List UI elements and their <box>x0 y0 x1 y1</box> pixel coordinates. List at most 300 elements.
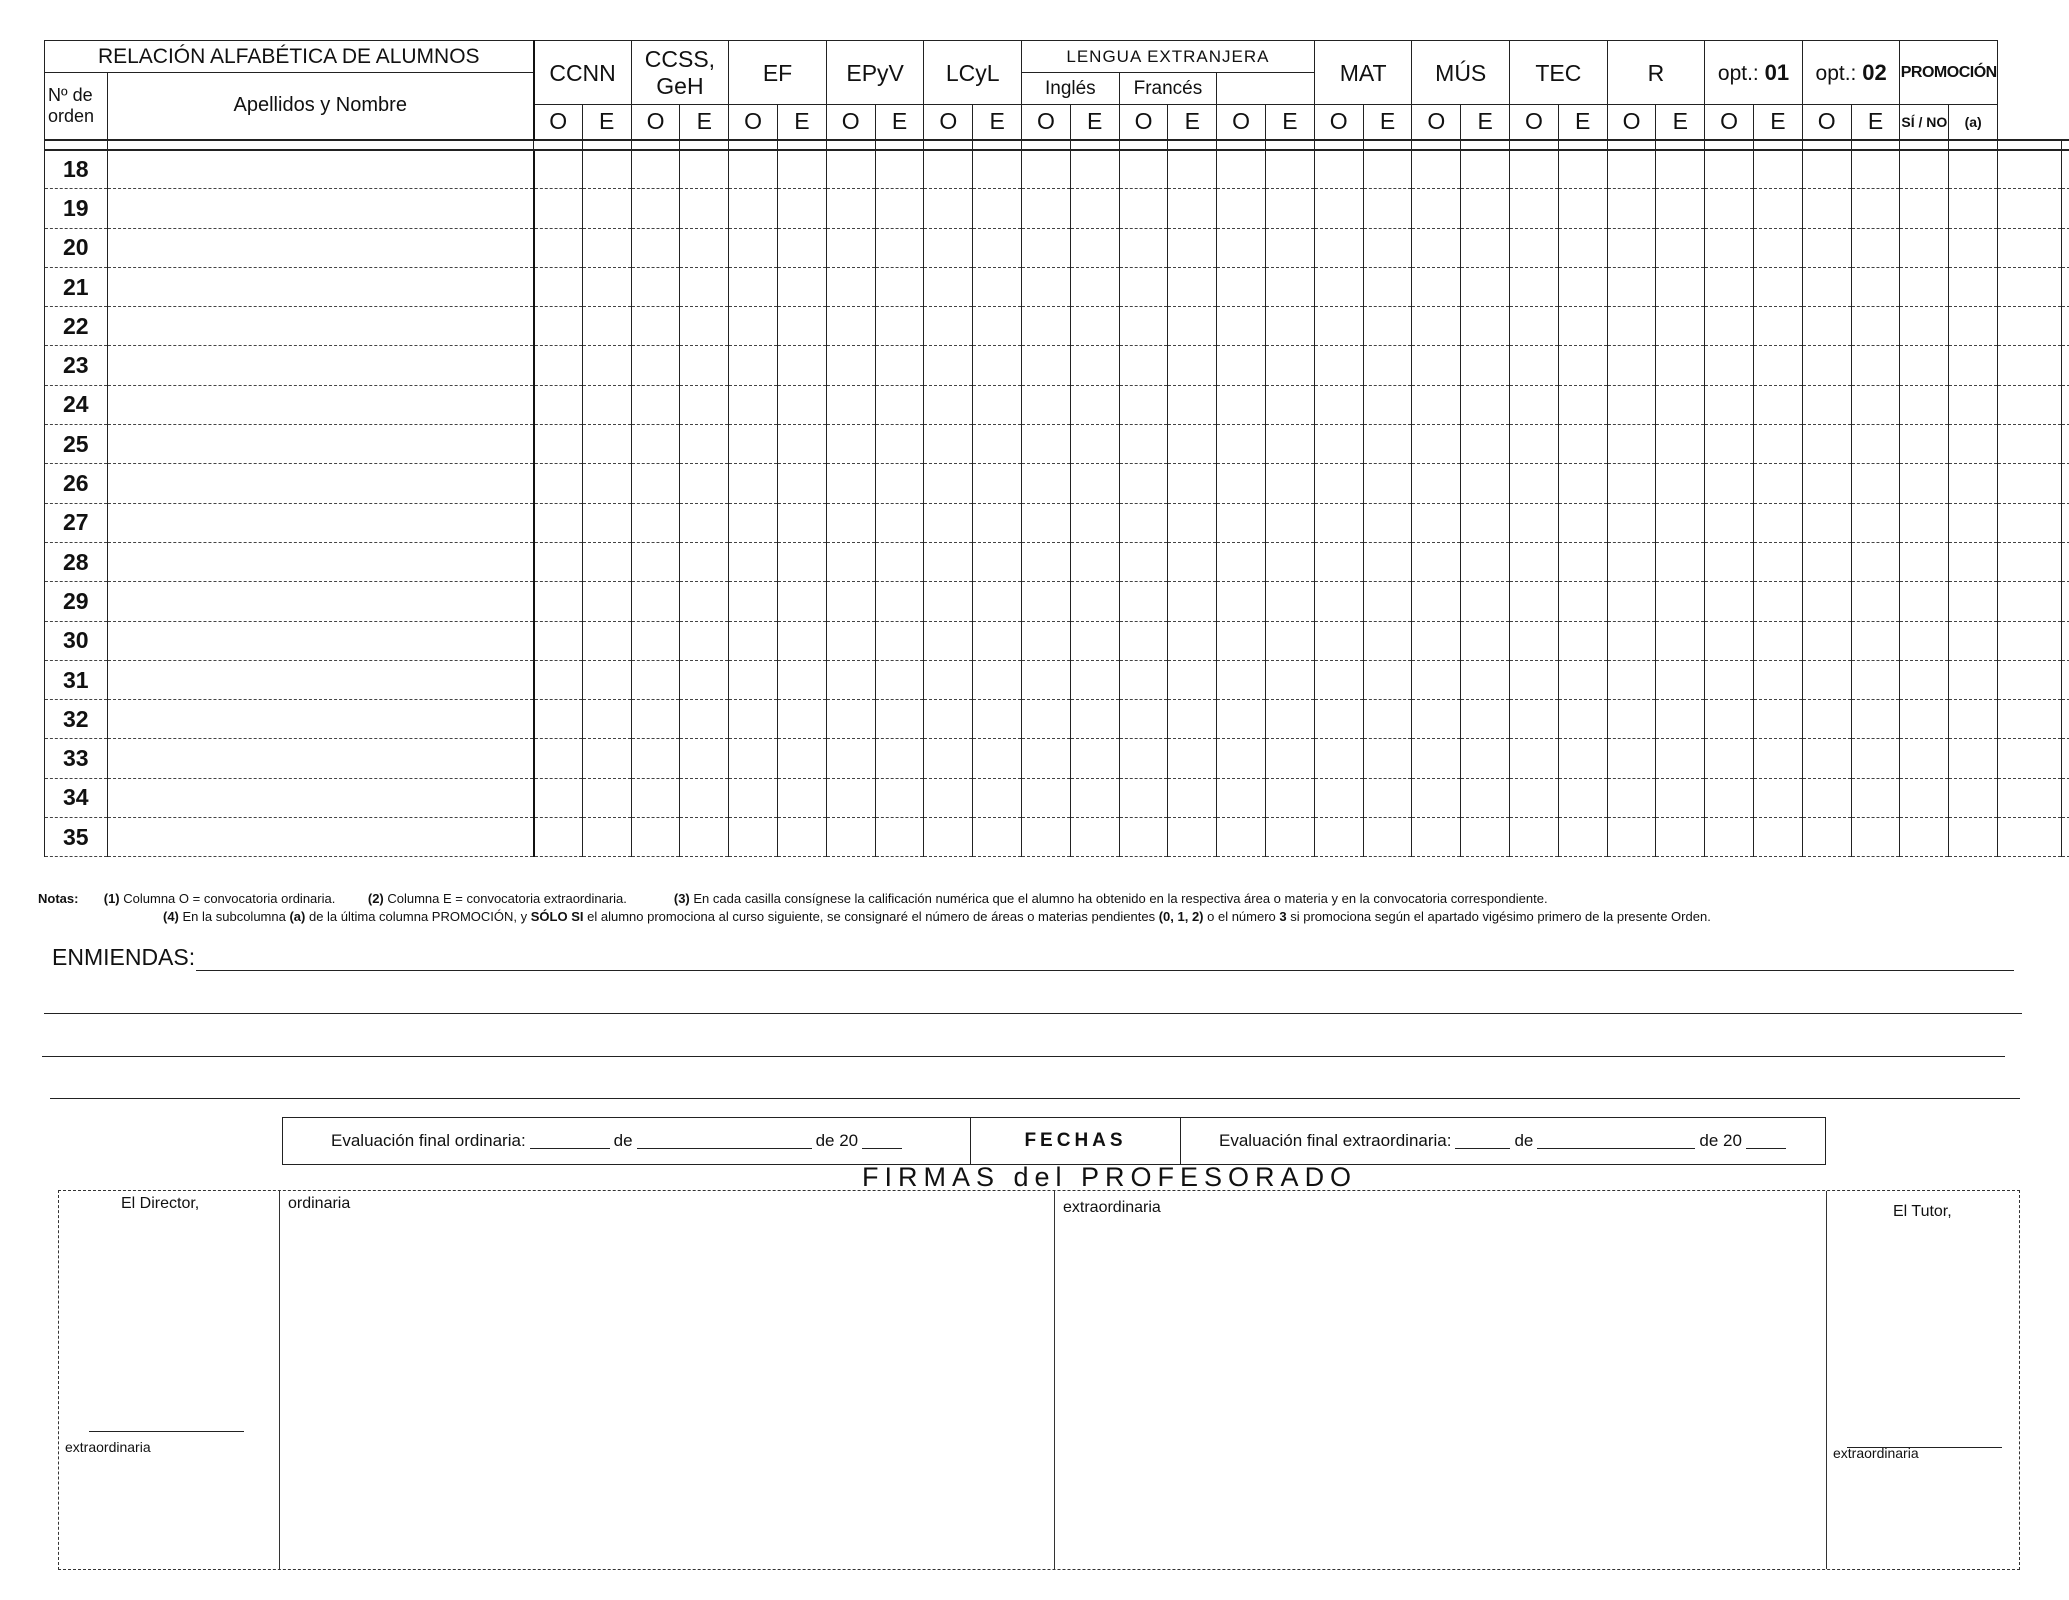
grade-cell[interactable] <box>1900 464 1949 503</box>
grade-cell[interactable] <box>1802 385 1851 424</box>
promotion-cell[interactable] <box>1998 307 2062 346</box>
grade-cell[interactable] <box>1705 346 1754 385</box>
grade-cell[interactable] <box>1070 228 1119 267</box>
grade-cell[interactable] <box>582 425 631 464</box>
grade-cell[interactable] <box>1070 700 1119 739</box>
grade-cell[interactable] <box>1168 307 1217 346</box>
grade-cell[interactable] <box>1656 621 1705 660</box>
grade-cell[interactable] <box>631 700 680 739</box>
promotion-cell[interactable] <box>1998 778 2062 817</box>
student-name-cell[interactable] <box>108 150 534 189</box>
grade-cell[interactable] <box>1754 307 1803 346</box>
grade-cell[interactable] <box>1558 464 1607 503</box>
grade-cell[interactable] <box>1656 307 1705 346</box>
pending-cell[interactable] <box>2062 464 2069 503</box>
grade-cell[interactable] <box>1168 464 1217 503</box>
grade-cell[interactable] <box>1119 425 1168 464</box>
grade-cell[interactable] <box>1266 464 1315 503</box>
grade-cell[interactable] <box>924 150 973 189</box>
grade-cell[interactable] <box>875 582 924 621</box>
grade-cell[interactable] <box>875 267 924 306</box>
grade-cell[interactable] <box>973 307 1022 346</box>
grade-cell[interactable] <box>924 739 973 778</box>
grade-cell[interactable] <box>1119 542 1168 581</box>
grade-cell[interactable] <box>1705 700 1754 739</box>
grade-cell[interactable] <box>1314 503 1363 542</box>
grade-cell[interactable] <box>1558 739 1607 778</box>
grade-cell[interactable] <box>1070 660 1119 699</box>
grade-cell[interactable] <box>1266 385 1315 424</box>
grade-cell[interactable] <box>1754 660 1803 699</box>
student-name-cell[interactable] <box>108 660 534 699</box>
grade-cell[interactable] <box>1949 621 1998 660</box>
grade-cell[interactable] <box>729 346 778 385</box>
grade-cell[interactable] <box>1168 700 1217 739</box>
grade-cell[interactable] <box>875 425 924 464</box>
grade-cell[interactable] <box>1607 228 1656 267</box>
grade-cell[interactable] <box>1022 425 1071 464</box>
grade-cell[interactable] <box>631 503 680 542</box>
promotion-cell[interactable] <box>1998 660 2062 699</box>
pending-cell[interactable] <box>2062 700 2069 739</box>
grade-cell[interactable] <box>1656 700 1705 739</box>
grade-cell[interactable] <box>1607 189 1656 228</box>
grade-cell[interactable] <box>1900 503 1949 542</box>
grade-cell[interactable] <box>1461 660 1510 699</box>
grade-cell[interactable] <box>1900 307 1949 346</box>
grade-cell[interactable] <box>1754 503 1803 542</box>
grade-cell[interactable] <box>1607 542 1656 581</box>
grade-cell[interactable] <box>973 346 1022 385</box>
grade-cell[interactable] <box>1022 542 1071 581</box>
grade-cell[interactable] <box>1119 385 1168 424</box>
grade-cell[interactable] <box>1070 739 1119 778</box>
grade-cell[interactable] <box>1949 778 1998 817</box>
grade-cell[interactable] <box>1754 425 1803 464</box>
grade-cell[interactable] <box>1022 150 1071 189</box>
grade-cell[interactable] <box>729 228 778 267</box>
grade-cell[interactable] <box>1363 739 1412 778</box>
grade-cell[interactable] <box>631 267 680 306</box>
grade-cell[interactable] <box>1705 307 1754 346</box>
enmiendas-line-4[interactable] <box>50 1098 2020 1099</box>
grade-cell[interactable] <box>1217 385 1266 424</box>
grade-cell[interactable] <box>1363 267 1412 306</box>
grade-cell[interactable] <box>1168 818 1217 857</box>
grade-cell[interactable] <box>1949 464 1998 503</box>
pending-cell[interactable] <box>2062 778 2069 817</box>
grade-cell[interactable] <box>582 150 631 189</box>
grade-cell[interactable] <box>631 778 680 817</box>
grade-cell[interactable] <box>680 425 729 464</box>
enmiendas-line-2[interactable] <box>44 1013 2022 1014</box>
grade-cell[interactable] <box>1656 228 1705 267</box>
student-name-cell[interactable] <box>108 621 534 660</box>
grade-cell[interactable] <box>1266 818 1315 857</box>
grade-cell[interactable] <box>1656 818 1705 857</box>
extraordinary-month-blank[interactable] <box>1537 1134 1695 1149</box>
grade-cell[interactable] <box>1461 150 1510 189</box>
grade-cell[interactable] <box>1266 425 1315 464</box>
grade-cell[interactable] <box>1754 267 1803 306</box>
student-name-cell[interactable] <box>108 700 534 739</box>
grade-cell[interactable] <box>582 228 631 267</box>
grade-cell[interactable] <box>778 621 827 660</box>
grade-cell[interactable] <box>1851 503 1900 542</box>
grade-cell[interactable] <box>631 425 680 464</box>
grade-cell[interactable] <box>582 818 631 857</box>
student-name-cell[interactable] <box>108 582 534 621</box>
grade-cell[interactable] <box>534 582 583 621</box>
grade-cell[interactable] <box>1168 425 1217 464</box>
grade-cell[interactable] <box>680 660 729 699</box>
grade-cell[interactable] <box>1217 582 1266 621</box>
grade-cell[interactable] <box>631 150 680 189</box>
grade-cell[interactable] <box>1510 503 1559 542</box>
grade-cell[interactable] <box>924 464 973 503</box>
grade-cell[interactable] <box>1558 425 1607 464</box>
grade-cell[interactable] <box>1266 150 1315 189</box>
grade-cell[interactable] <box>1412 542 1461 581</box>
grade-cell[interactable] <box>973 542 1022 581</box>
grade-cell[interactable] <box>1607 739 1656 778</box>
grade-cell[interactable] <box>1461 818 1510 857</box>
grade-cell[interactable] <box>1510 621 1559 660</box>
grade-cell[interactable] <box>1314 189 1363 228</box>
grade-cell[interactable] <box>582 660 631 699</box>
grade-cell[interactable] <box>1607 503 1656 542</box>
grade-cell[interactable] <box>1119 267 1168 306</box>
grade-cell[interactable] <box>1802 346 1851 385</box>
grade-cell[interactable] <box>1900 189 1949 228</box>
student-name-cell[interactable] <box>108 425 534 464</box>
grade-cell[interactable] <box>1900 228 1949 267</box>
grade-cell[interactable] <box>778 582 827 621</box>
grade-cell[interactable] <box>729 189 778 228</box>
grade-cell[interactable] <box>1900 660 1949 699</box>
grade-cell[interactable] <box>1022 778 1071 817</box>
grade-cell[interactable] <box>1119 464 1168 503</box>
ordinary-teachers-signatures[interactable] <box>280 1191 1055 1569</box>
grade-cell[interactable] <box>680 818 729 857</box>
grade-cell[interactable] <box>1363 228 1412 267</box>
grade-cell[interactable] <box>1168 346 1217 385</box>
grade-cell[interactable] <box>534 818 583 857</box>
promotion-cell[interactable] <box>1998 228 2062 267</box>
grade-cell[interactable] <box>1412 425 1461 464</box>
grade-cell[interactable] <box>1900 778 1949 817</box>
grade-cell[interactable] <box>1412 582 1461 621</box>
grade-cell[interactable] <box>729 700 778 739</box>
grade-cell[interactable] <box>1022 307 1071 346</box>
grade-cell[interactable] <box>729 621 778 660</box>
grade-cell[interactable] <box>826 425 875 464</box>
grade-cell[interactable] <box>1461 346 1510 385</box>
grade-cell[interactable] <box>1705 660 1754 699</box>
grade-cell[interactable] <box>1412 385 1461 424</box>
grade-cell[interactable] <box>1070 778 1119 817</box>
grade-cell[interactable] <box>631 542 680 581</box>
grade-cell[interactable] <box>1802 778 1851 817</box>
grade-cell[interactable] <box>680 150 729 189</box>
grade-cell[interactable] <box>1119 660 1168 699</box>
grade-cell[interactable] <box>1119 582 1168 621</box>
grade-cell[interactable] <box>1168 778 1217 817</box>
grade-cell[interactable] <box>1949 582 1998 621</box>
grade-cell[interactable] <box>826 660 875 699</box>
grade-cell[interactable] <box>875 621 924 660</box>
grade-cell[interactable] <box>729 778 778 817</box>
grade-cell[interactable] <box>1607 425 1656 464</box>
grade-cell[interactable] <box>1802 621 1851 660</box>
grade-cell[interactable] <box>1510 739 1559 778</box>
grade-cell[interactable] <box>1705 778 1754 817</box>
grade-cell[interactable] <box>631 189 680 228</box>
grade-cell[interactable] <box>1217 700 1266 739</box>
tutor-signature-area[interactable] <box>1827 1191 2018 1569</box>
grade-cell[interactable] <box>1168 739 1217 778</box>
grade-cell[interactable] <box>1558 150 1607 189</box>
grade-cell[interactable] <box>1266 542 1315 581</box>
grade-cell[interactable] <box>534 425 583 464</box>
grade-cell[interactable] <box>875 700 924 739</box>
grade-cell[interactable] <box>1656 425 1705 464</box>
grade-cell[interactable] <box>1900 346 1949 385</box>
grade-cell[interactable] <box>631 621 680 660</box>
grade-cell[interactable] <box>924 385 973 424</box>
pending-cell[interactable] <box>2062 660 2069 699</box>
grade-cell[interactable] <box>1168 542 1217 581</box>
grade-cell[interactable] <box>1656 150 1705 189</box>
grade-cell[interactable] <box>1851 228 1900 267</box>
grade-cell[interactable] <box>1851 464 1900 503</box>
grade-cell[interactable] <box>924 621 973 660</box>
grade-cell[interactable] <box>1754 150 1803 189</box>
grade-cell[interactable] <box>778 660 827 699</box>
grade-cell[interactable] <box>1412 503 1461 542</box>
grade-cell[interactable] <box>1705 385 1754 424</box>
grade-cell[interactable] <box>973 660 1022 699</box>
grade-cell[interactable] <box>875 346 924 385</box>
pending-cell[interactable] <box>2062 739 2069 778</box>
grade-cell[interactable] <box>1022 503 1071 542</box>
grade-cell[interactable] <box>1510 778 1559 817</box>
grade-cell[interactable] <box>1656 464 1705 503</box>
grade-cell[interactable] <box>1656 778 1705 817</box>
grade-cell[interactable] <box>1754 346 1803 385</box>
grade-cell[interactable] <box>1705 739 1754 778</box>
grade-cell[interactable] <box>1900 425 1949 464</box>
grade-cell[interactable] <box>1900 150 1949 189</box>
pending-cell[interactable] <box>2062 621 2069 660</box>
grade-cell[interactable] <box>1314 818 1363 857</box>
grade-cell[interactable] <box>1510 425 1559 464</box>
grade-cell[interactable] <box>1461 228 1510 267</box>
grade-cell[interactable] <box>1461 582 1510 621</box>
grade-cell[interactable] <box>729 385 778 424</box>
grade-cell[interactable] <box>1363 660 1412 699</box>
student-name-cell[interactable] <box>108 346 534 385</box>
pending-cell[interactable] <box>2062 228 2069 267</box>
grade-cell[interactable] <box>1412 346 1461 385</box>
grade-cell[interactable] <box>1070 346 1119 385</box>
grade-cell[interactable] <box>1119 503 1168 542</box>
grade-cell[interactable] <box>1705 503 1754 542</box>
grade-cell[interactable] <box>826 267 875 306</box>
grade-cell[interactable] <box>1168 503 1217 542</box>
grade-cell[interactable] <box>924 818 973 857</box>
grade-cell[interactable] <box>1022 818 1071 857</box>
grade-cell[interactable] <box>1217 267 1266 306</box>
grade-cell[interactable] <box>1461 739 1510 778</box>
grade-cell[interactable] <box>924 503 973 542</box>
grade-cell[interactable] <box>1558 700 1607 739</box>
grade-cell[interactable] <box>1363 307 1412 346</box>
grade-cell[interactable] <box>1851 307 1900 346</box>
grade-cell[interactable] <box>1022 582 1071 621</box>
grade-cell[interactable] <box>631 464 680 503</box>
grade-cell[interactable] <box>1851 778 1900 817</box>
grade-cell[interactable] <box>1266 660 1315 699</box>
grade-cell[interactable] <box>729 307 778 346</box>
grade-cell[interactable] <box>1949 267 1998 306</box>
grade-cell[interactable] <box>1510 700 1559 739</box>
grade-cell[interactable] <box>631 385 680 424</box>
grade-cell[interactable] <box>1363 582 1412 621</box>
grade-cell[interactable] <box>826 307 875 346</box>
grade-cell[interactable] <box>778 503 827 542</box>
grade-cell[interactable] <box>1412 228 1461 267</box>
grade-cell[interactable] <box>1022 385 1071 424</box>
grade-cell[interactable] <box>729 739 778 778</box>
grade-cell[interactable] <box>1217 228 1266 267</box>
grade-cell[interactable] <box>1266 346 1315 385</box>
grade-cell[interactable] <box>1607 700 1656 739</box>
grade-cell[interactable] <box>1363 778 1412 817</box>
grade-cell[interactable] <box>875 150 924 189</box>
grade-cell[interactable] <box>875 307 924 346</box>
grade-cell[interactable] <box>1119 621 1168 660</box>
grade-cell[interactable] <box>1705 818 1754 857</box>
grade-cell[interactable] <box>1461 385 1510 424</box>
grade-cell[interactable] <box>1949 307 1998 346</box>
grade-cell[interactable] <box>1119 150 1168 189</box>
grade-cell[interactable] <box>1461 778 1510 817</box>
grade-cell[interactable] <box>1949 189 1998 228</box>
promotion-cell[interactable] <box>1998 542 2062 581</box>
grade-cell[interactable] <box>924 189 973 228</box>
grade-cell[interactable] <box>1558 346 1607 385</box>
grade-cell[interactable] <box>924 228 973 267</box>
student-name-cell[interactable] <box>108 818 534 857</box>
grade-cell[interactable] <box>1363 150 1412 189</box>
grade-cell[interactable] <box>1754 228 1803 267</box>
grade-cell[interactable] <box>1656 582 1705 621</box>
grade-cell[interactable] <box>875 818 924 857</box>
grade-cell[interactable] <box>729 425 778 464</box>
grade-cell[interactable] <box>1022 660 1071 699</box>
promotion-cell[interactable] <box>1998 385 2062 424</box>
grade-cell[interactable] <box>1510 346 1559 385</box>
grade-cell[interactable] <box>1022 228 1071 267</box>
grade-cell[interactable] <box>1461 503 1510 542</box>
grade-cell[interactable] <box>1412 660 1461 699</box>
grade-cell[interactable] <box>1412 150 1461 189</box>
grade-cell[interactable] <box>1412 818 1461 857</box>
grade-cell[interactable] <box>1607 346 1656 385</box>
grade-cell[interactable] <box>1851 582 1900 621</box>
grade-cell[interactable] <box>1461 307 1510 346</box>
promotion-cell[interactable] <box>1998 621 2062 660</box>
grade-cell[interactable] <box>924 307 973 346</box>
grade-cell[interactable] <box>1119 818 1168 857</box>
grade-cell[interactable] <box>1802 582 1851 621</box>
grade-cell[interactable] <box>1607 267 1656 306</box>
grade-cell[interactable] <box>1022 267 1071 306</box>
grade-cell[interactable] <box>1363 189 1412 228</box>
grade-cell[interactable] <box>582 700 631 739</box>
grade-cell[interactable] <box>582 385 631 424</box>
grade-cell[interactable] <box>1851 346 1900 385</box>
grade-cell[interactable] <box>973 189 1022 228</box>
grade-cell[interactable] <box>1949 700 1998 739</box>
grade-cell[interactable] <box>680 739 729 778</box>
grade-cell[interactable] <box>1558 582 1607 621</box>
grade-cell[interactable] <box>1656 660 1705 699</box>
grade-cell[interactable] <box>1558 307 1607 346</box>
promotion-cell[interactable] <box>1998 267 2062 306</box>
grade-cell[interactable] <box>1900 267 1949 306</box>
grade-cell[interactable] <box>1022 739 1071 778</box>
pending-cell[interactable] <box>2062 307 2069 346</box>
grade-cell[interactable] <box>1949 425 1998 464</box>
grade-cell[interactable] <box>924 582 973 621</box>
grade-cell[interactable] <box>1802 228 1851 267</box>
grade-cell[interactable] <box>1802 464 1851 503</box>
grade-cell[interactable] <box>1363 542 1412 581</box>
grade-cell[interactable] <box>534 503 583 542</box>
grade-cell[interactable] <box>778 542 827 581</box>
grade-cell[interactable] <box>1070 542 1119 581</box>
grade-cell[interactable] <box>1510 385 1559 424</box>
grade-cell[interactable] <box>1217 660 1266 699</box>
grade-cell[interactable] <box>631 739 680 778</box>
grade-cell[interactable] <box>778 307 827 346</box>
grade-cell[interactable] <box>582 267 631 306</box>
grade-cell[interactable] <box>680 582 729 621</box>
grade-cell[interactable] <box>1070 267 1119 306</box>
grade-cell[interactable] <box>534 346 583 385</box>
grade-cell[interactable] <box>1266 582 1315 621</box>
grade-cell[interactable] <box>1900 621 1949 660</box>
grade-cell[interactable] <box>1412 307 1461 346</box>
student-name-cell[interactable] <box>108 739 534 778</box>
grade-cell[interactable] <box>1949 660 1998 699</box>
grade-cell[interactable] <box>1119 778 1168 817</box>
student-name-cell[interactable] <box>108 503 534 542</box>
grade-cell[interactable] <box>631 660 680 699</box>
student-name-cell[interactable] <box>108 385 534 424</box>
grade-cell[interactable] <box>1217 464 1266 503</box>
grade-cell[interactable] <box>1412 700 1461 739</box>
grade-cell[interactable] <box>1802 267 1851 306</box>
grade-cell[interactable] <box>1851 739 1900 778</box>
grade-cell[interactable] <box>582 739 631 778</box>
grade-cell[interactable] <box>1314 778 1363 817</box>
grade-cell[interactable] <box>680 464 729 503</box>
promotion-cell[interactable] <box>1998 818 2062 857</box>
grade-cell[interactable] <box>1461 700 1510 739</box>
